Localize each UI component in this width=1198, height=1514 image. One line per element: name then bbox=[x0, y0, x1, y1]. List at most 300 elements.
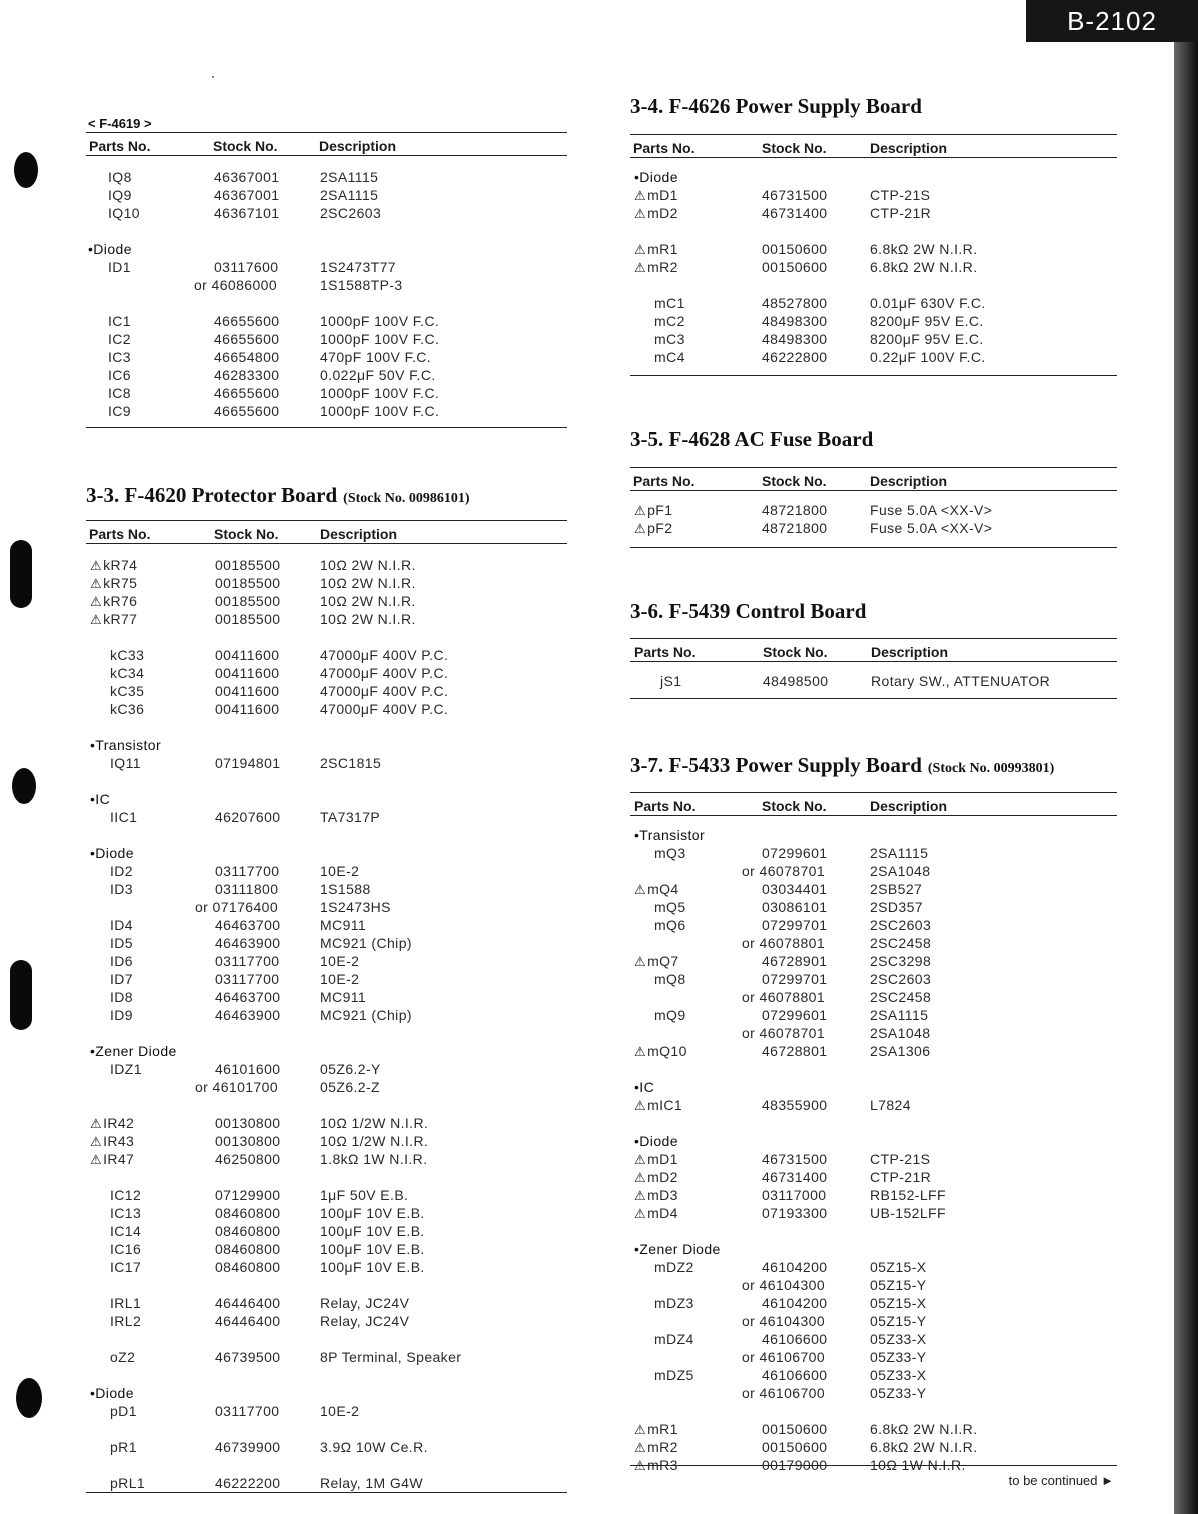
parts-list bbox=[630, 168, 1117, 366]
part-row bbox=[86, 330, 567, 348]
col-parts-no: Parts No. bbox=[633, 140, 695, 156]
part-row bbox=[630, 204, 1117, 222]
part-number: ID2 bbox=[110, 863, 133, 879]
part-number: ⚠mQ10 bbox=[634, 1043, 687, 1059]
column-header bbox=[86, 520, 567, 544]
group-heading bbox=[630, 1078, 1117, 1096]
stock-number: 03111800 bbox=[215, 881, 279, 897]
part-row bbox=[630, 1096, 1117, 1114]
safety-warning-icon: ⚠ bbox=[90, 594, 103, 609]
part-description: 100μF 10V E.B. bbox=[320, 1205, 425, 1221]
stock-number: 00185500 bbox=[215, 557, 281, 573]
part-row bbox=[630, 1024, 1117, 1042]
part-description: 6.8kΩ 2W N.I.R. bbox=[870, 241, 978, 257]
stock-number: 03117700 bbox=[215, 1403, 280, 1419]
part-description: MC911 bbox=[320, 989, 367, 1005]
part-description: 1.8kΩ 1W N.I.R. bbox=[320, 1151, 428, 1167]
stock-number: 46463700 bbox=[215, 917, 281, 933]
safety-warning-icon: ⚠ bbox=[634, 1044, 647, 1059]
part-row bbox=[630, 258, 1117, 276]
part-row bbox=[86, 348, 567, 366]
section-end-rule bbox=[630, 1465, 1117, 1466]
parts-list bbox=[630, 672, 1117, 690]
part-row bbox=[630, 1312, 1117, 1330]
part-number: mQ3 bbox=[654, 845, 686, 861]
part-number: mC4 bbox=[654, 349, 685, 365]
part-description: 05Z15-X bbox=[870, 1259, 927, 1275]
part-row bbox=[630, 1186, 1117, 1204]
stock-number: 46739500 bbox=[215, 1349, 281, 1365]
part-row bbox=[86, 276, 567, 294]
part-number: IC3 bbox=[108, 349, 131, 365]
part-description: 10E-2 bbox=[320, 863, 360, 879]
part-description: 10Ω 2W N.I.R. bbox=[320, 557, 416, 573]
stock-number: or 46078801 bbox=[742, 935, 826, 951]
part-row bbox=[86, 556, 567, 574]
stock-number: 03034401 bbox=[762, 881, 828, 897]
stock-number: 48498500 bbox=[763, 673, 829, 689]
stock-number: or 46086000 bbox=[194, 277, 278, 293]
group-label: •Zener Diode bbox=[634, 1241, 721, 1257]
stock-number: 46731400 bbox=[762, 205, 828, 221]
group-label: •Diode bbox=[90, 1385, 134, 1401]
part-row bbox=[630, 880, 1117, 898]
safety-warning-icon: ⚠ bbox=[634, 1440, 647, 1455]
part-number: mQ9 bbox=[654, 1007, 686, 1023]
binder-hole bbox=[16, 1378, 42, 1418]
safety-warning-icon: ⚠ bbox=[634, 206, 647, 221]
part-row bbox=[630, 294, 1117, 312]
part-number: mQ5 bbox=[654, 899, 686, 915]
part-row bbox=[86, 934, 567, 952]
part-row bbox=[86, 366, 567, 384]
stock-number: or 46106700 bbox=[742, 1349, 826, 1365]
group-label: •Zener Diode bbox=[90, 1043, 177, 1059]
safety-warning-icon: ⚠ bbox=[634, 1170, 647, 1185]
group-heading bbox=[630, 1132, 1117, 1150]
part-number: kC33 bbox=[110, 647, 145, 663]
stock-number: 07299601 bbox=[762, 845, 828, 861]
section-subtitle: < F-4619 > bbox=[88, 116, 152, 131]
safety-warning-icon: ⚠ bbox=[90, 576, 103, 591]
stock-number: 03117700 bbox=[215, 971, 280, 987]
parts-list bbox=[630, 501, 1117, 537]
part-description: 05Z15-X bbox=[870, 1295, 927, 1311]
safety-warning-icon: ⚠ bbox=[634, 521, 647, 536]
stock-number: 00185500 bbox=[215, 611, 281, 627]
part-number: ID5 bbox=[110, 935, 133, 951]
safety-warning-icon: ⚠ bbox=[634, 1098, 647, 1113]
part-number: ⚠mR1 bbox=[634, 241, 678, 257]
part-row bbox=[86, 952, 567, 970]
part-description: RB152-LFF bbox=[870, 1187, 946, 1203]
part-row bbox=[86, 916, 567, 934]
part-description: 05Z33-Y bbox=[870, 1349, 927, 1365]
part-description: 05Z15-Y bbox=[870, 1277, 927, 1293]
part-description: Relay, JC24V bbox=[320, 1313, 410, 1329]
col-parts-no: Parts No. bbox=[89, 526, 151, 542]
section-title: 3-6. F-5439 Control Board bbox=[630, 599, 867, 623]
part-description: 8P Terminal, Speaker bbox=[320, 1349, 462, 1365]
safety-warning-icon: ⚠ bbox=[90, 1116, 103, 1131]
stock-number: 07193300 bbox=[762, 1205, 828, 1221]
part-number: mC1 bbox=[654, 295, 685, 311]
part-number: ⚠kR75 bbox=[90, 575, 138, 591]
part-row bbox=[630, 1006, 1117, 1024]
part-description: 0.022μF 50V F.C. bbox=[320, 367, 436, 383]
part-number: ID3 bbox=[110, 881, 133, 897]
part-description: 05Z33-Y bbox=[870, 1385, 927, 1401]
stock-number: or 46101700 bbox=[195, 1079, 279, 1095]
part-description: 10Ω 2W N.I.R. bbox=[320, 575, 416, 591]
part-number: ID6 bbox=[110, 953, 133, 969]
group-heading bbox=[630, 168, 1117, 186]
group-heading bbox=[630, 1240, 1117, 1258]
part-description: Rotary SW., ATTENUATOR bbox=[871, 673, 1051, 689]
stock-number: 46101600 bbox=[215, 1061, 281, 1077]
part-description: 0.22μF 100V F.C. bbox=[870, 349, 986, 365]
stock-number: 46104200 bbox=[762, 1295, 828, 1311]
col-stock-no: Stock No. bbox=[762, 798, 827, 814]
part-description: 2SD357 bbox=[870, 899, 923, 915]
stock-number: 08460800 bbox=[215, 1205, 281, 1221]
part-description: 6.8kΩ 2W N.I.R. bbox=[870, 1439, 978, 1455]
stock-number: 46463900 bbox=[215, 1007, 281, 1023]
stock-number: 00411600 bbox=[215, 683, 280, 699]
part-row bbox=[86, 610, 567, 628]
part-number: ⚠mR2 bbox=[634, 259, 678, 275]
part-row bbox=[86, 1078, 567, 1096]
part-row bbox=[630, 240, 1117, 258]
part-description: 470pF 100V F.C. bbox=[320, 349, 432, 365]
group-heading bbox=[86, 1042, 567, 1060]
part-description: MC911 bbox=[320, 917, 367, 933]
part-row bbox=[630, 952, 1117, 970]
part-number: ⚠mIC1 bbox=[634, 1097, 683, 1113]
part-description: 10Ω 1/2W N.I.R. bbox=[320, 1115, 429, 1131]
stock-number: 07299601 bbox=[762, 1007, 828, 1023]
stock-number: 03117700 bbox=[215, 863, 280, 879]
part-description: 2SA1306 bbox=[870, 1043, 931, 1059]
part-description: 1μF 50V E.B. bbox=[320, 1187, 409, 1203]
stock-number: 07299701 bbox=[762, 917, 828, 933]
part-row bbox=[86, 204, 567, 222]
stock-number: 46731400 bbox=[762, 1169, 828, 1185]
part-row bbox=[630, 916, 1117, 934]
part-row bbox=[630, 1384, 1117, 1402]
part-description: 3.9Ω 10W Ce.R. bbox=[320, 1439, 428, 1455]
col-parts-no: Parts No. bbox=[634, 798, 696, 814]
part-number: ⚠IR42 bbox=[90, 1115, 135, 1131]
part-number: ⚠mQ7 bbox=[634, 953, 679, 969]
part-description: 10Ω 1W N.I.R. bbox=[870, 1457, 966, 1473]
part-description: 2SA1048 bbox=[870, 1025, 931, 1041]
part-row bbox=[630, 1330, 1117, 1348]
group-heading bbox=[86, 844, 567, 862]
part-description: 10Ω 1/2W N.I.R. bbox=[320, 1133, 429, 1149]
stock-number: 07129900 bbox=[215, 1187, 281, 1203]
part-description: CTP-21R bbox=[870, 1169, 932, 1185]
binder-hole bbox=[10, 540, 32, 608]
part-description: 2SB527 bbox=[870, 881, 923, 897]
part-row bbox=[630, 330, 1117, 348]
part-description: 1000pF 100V F.C. bbox=[320, 385, 440, 401]
part-description: 2SA1115 bbox=[320, 187, 379, 203]
part-number: mDZ2 bbox=[654, 1259, 694, 1275]
part-row bbox=[630, 1294, 1117, 1312]
stock-number: or 46078801 bbox=[742, 989, 826, 1005]
part-description: UB-152LFF bbox=[870, 1205, 946, 1221]
section-title: 3-5. F-4628 AC Fuse Board bbox=[630, 427, 874, 451]
stock-number: 46728901 bbox=[762, 953, 828, 969]
part-row bbox=[630, 519, 1117, 537]
safety-warning-icon: ⚠ bbox=[634, 954, 647, 969]
part-row bbox=[630, 1258, 1117, 1276]
part-number: kC34 bbox=[110, 665, 145, 681]
part-row bbox=[86, 1132, 567, 1150]
stock-number: 00130800 bbox=[215, 1133, 281, 1149]
group-heading bbox=[86, 240, 567, 258]
part-row bbox=[630, 312, 1117, 330]
col-stock-no: Stock No. bbox=[763, 644, 828, 660]
scan-speck bbox=[212, 76, 214, 78]
safety-warning-icon: ⚠ bbox=[90, 1152, 103, 1167]
stock-number: 46655600 bbox=[214, 331, 280, 347]
part-number: oZ2 bbox=[110, 1349, 136, 1365]
part-row bbox=[630, 898, 1117, 916]
stock-number: 00411600 bbox=[215, 647, 280, 663]
stock-number: 08460800 bbox=[215, 1241, 281, 1257]
section-title: 3-4. F-4626 Power Supply Board bbox=[630, 94, 922, 118]
part-description: 2SC2603 bbox=[320, 205, 382, 221]
part-row bbox=[86, 384, 567, 402]
stock-number: or 46078701 bbox=[742, 1025, 826, 1041]
part-row bbox=[86, 1060, 567, 1078]
col-description: Description bbox=[319, 138, 397, 154]
stock-number: 03117000 bbox=[762, 1187, 827, 1203]
part-description: 05Z15-Y bbox=[870, 1313, 927, 1329]
part-row bbox=[86, 880, 567, 898]
col-stock-no: Stock No. bbox=[213, 138, 278, 154]
part-row bbox=[86, 808, 567, 826]
part-number: kC36 bbox=[110, 701, 145, 717]
part-number: ⚠mR2 bbox=[634, 1439, 678, 1455]
stock-number: or 07176400 bbox=[195, 899, 279, 915]
part-row bbox=[630, 1348, 1117, 1366]
section-stock-no: (Stock No. 00993801) bbox=[927, 761, 1055, 776]
stock-number: 08460800 bbox=[215, 1223, 281, 1239]
part-number: IC8 bbox=[108, 385, 131, 401]
part-number: ⚠kR76 bbox=[90, 593, 138, 609]
part-row bbox=[86, 862, 567, 880]
part-row bbox=[630, 1276, 1117, 1294]
part-number: IC2 bbox=[108, 331, 131, 347]
part-number: ID4 bbox=[110, 917, 133, 933]
section-title bbox=[86, 483, 470, 508]
part-description: Relay, JC24V bbox=[320, 1295, 410, 1311]
part-number: IC12 bbox=[110, 1187, 142, 1203]
part-row bbox=[86, 1474, 567, 1492]
stock-number: 46106600 bbox=[762, 1331, 828, 1347]
col-description: Description bbox=[871, 644, 949, 660]
part-row bbox=[630, 186, 1117, 204]
binding-edge bbox=[1174, 42, 1198, 1514]
column-header bbox=[630, 467, 1117, 491]
stock-number: or 46104300 bbox=[742, 1277, 826, 1293]
safety-warning-icon: ⚠ bbox=[634, 1152, 647, 1167]
part-description: 10Ω 2W N.I.R. bbox=[320, 593, 416, 609]
part-number: ⚠mD2 bbox=[634, 205, 678, 221]
part-description: 10E-2 bbox=[320, 971, 360, 987]
part-row bbox=[86, 1348, 567, 1366]
group-label: •Diode bbox=[90, 845, 134, 861]
part-description: 6.8kΩ 2W N.I.R. bbox=[870, 259, 978, 275]
stock-number: 48721800 bbox=[762, 502, 828, 518]
stock-number: 46731500 bbox=[762, 187, 828, 203]
col-stock-no: Stock No. bbox=[762, 473, 827, 489]
part-row bbox=[86, 664, 567, 682]
parts-list bbox=[86, 168, 567, 420]
stock-number: 48527800 bbox=[762, 295, 828, 311]
part-number: ⚠mR3 bbox=[634, 1457, 678, 1473]
part-number: ⚠mD1 bbox=[634, 187, 678, 203]
group-label: •IC bbox=[90, 791, 111, 807]
stock-number: 46446400 bbox=[215, 1313, 281, 1329]
part-number: pD1 bbox=[110, 1403, 137, 1419]
stock-number: or 46078701 bbox=[742, 863, 826, 879]
part-row bbox=[630, 1420, 1117, 1438]
stock-number: 00185500 bbox=[215, 593, 281, 609]
part-row bbox=[86, 988, 567, 1006]
part-number: ⚠kR77 bbox=[90, 611, 138, 627]
part-row bbox=[630, 970, 1117, 988]
part-number: mC3 bbox=[654, 331, 685, 347]
part-description: 1S2473T77 bbox=[320, 259, 396, 275]
stock-number: 00150600 bbox=[762, 241, 828, 257]
group-heading bbox=[86, 736, 567, 754]
part-row bbox=[630, 988, 1117, 1006]
stock-number: 07299701 bbox=[762, 971, 828, 987]
part-description: 05Z33-X bbox=[870, 1367, 927, 1383]
part-row bbox=[86, 1006, 567, 1024]
part-row bbox=[86, 700, 567, 718]
part-row bbox=[86, 312, 567, 330]
stock-number: or 46106700 bbox=[742, 1385, 826, 1401]
part-number: ⚠mD4 bbox=[634, 1205, 678, 1221]
part-row bbox=[86, 754, 567, 772]
part-description: 05Z6.2-Z bbox=[320, 1079, 380, 1095]
stock-number: 00150600 bbox=[762, 1421, 828, 1437]
part-number: IC1 bbox=[108, 313, 131, 329]
stock-number: 46222200 bbox=[215, 1475, 281, 1491]
stock-number: 48498300 bbox=[762, 313, 828, 329]
part-description: 1000pF 100V F.C. bbox=[320, 331, 440, 347]
stock-number: 46106600 bbox=[762, 1367, 828, 1383]
safety-warning-icon: ⚠ bbox=[634, 1188, 647, 1203]
part-row bbox=[86, 1294, 567, 1312]
part-row bbox=[86, 1438, 567, 1456]
part-number: ⚠mR1 bbox=[634, 1421, 678, 1437]
stock-number: 00411600 bbox=[215, 701, 280, 717]
part-number: ⚠mD1 bbox=[634, 1151, 678, 1167]
part-description: 2SC3298 bbox=[870, 953, 932, 969]
part-description: 100μF 10V E.B. bbox=[320, 1241, 425, 1257]
part-number: IRL1 bbox=[110, 1295, 142, 1311]
section-end-rule bbox=[630, 375, 1117, 376]
stock-number: 03117600 bbox=[214, 259, 279, 275]
column-header bbox=[630, 638, 1117, 662]
part-description: CTP-21S bbox=[870, 1151, 931, 1167]
group-heading bbox=[630, 826, 1117, 844]
part-row bbox=[86, 682, 567, 700]
part-description: 2SC2603 bbox=[870, 917, 932, 933]
part-number: ID8 bbox=[110, 989, 133, 1005]
stock-number: 48498300 bbox=[762, 331, 828, 347]
part-description: 10E-2 bbox=[320, 1403, 360, 1419]
section-end-rule bbox=[86, 1492, 567, 1493]
stock-number: 46731500 bbox=[762, 1151, 828, 1167]
group-heading bbox=[86, 1384, 567, 1402]
part-row bbox=[630, 1366, 1117, 1384]
part-row bbox=[630, 844, 1117, 862]
part-description: 2SC1815 bbox=[320, 755, 382, 771]
stock-number: 46367001 bbox=[214, 187, 280, 203]
part-number: kC35 bbox=[110, 683, 145, 699]
part-description: 05Z33-X bbox=[870, 1331, 927, 1347]
col-stock-no: Stock No. bbox=[214, 526, 279, 542]
part-number: mDZ4 bbox=[654, 1331, 694, 1347]
part-number: IC13 bbox=[110, 1205, 142, 1221]
part-number: ID9 bbox=[110, 1007, 133, 1023]
section-title-text: 3-7. F-5433 Power Supply Board bbox=[630, 753, 922, 777]
section-end-rule bbox=[630, 547, 1117, 548]
part-row bbox=[86, 1150, 567, 1168]
col-description: Description bbox=[870, 140, 948, 156]
safety-warning-icon: ⚠ bbox=[634, 1422, 647, 1437]
safety-warning-icon: ⚠ bbox=[634, 260, 647, 275]
stock-number: 46250800 bbox=[215, 1151, 281, 1167]
part-description: TA7317P bbox=[320, 809, 381, 825]
safety-warning-icon: ⚠ bbox=[90, 558, 103, 573]
part-row bbox=[86, 1222, 567, 1240]
part-description: Fuse 5.0A <XX-V> bbox=[870, 502, 993, 518]
col-description: Description bbox=[870, 798, 948, 814]
part-number: IC14 bbox=[110, 1223, 142, 1239]
part-number: IIC1 bbox=[110, 809, 138, 825]
part-description: 2SC2458 bbox=[870, 935, 932, 951]
part-row bbox=[630, 1204, 1117, 1222]
part-description: 2SC2603 bbox=[870, 971, 932, 987]
safety-warning-icon: ⚠ bbox=[634, 503, 647, 518]
part-number: pRL1 bbox=[110, 1475, 146, 1491]
stock-number: 46367001 bbox=[214, 169, 280, 185]
part-row bbox=[630, 1438, 1117, 1456]
part-description: 2SA1115 bbox=[870, 1007, 929, 1023]
stock-number: 08460800 bbox=[215, 1259, 281, 1275]
binder-hole bbox=[12, 768, 36, 804]
group-label: •Diode bbox=[634, 169, 678, 185]
safety-warning-icon: ⚠ bbox=[634, 188, 647, 203]
part-row bbox=[630, 348, 1117, 366]
part-number: jS1 bbox=[660, 673, 682, 689]
part-description: 1S2473HS bbox=[320, 899, 391, 915]
part-description: 10E-2 bbox=[320, 953, 360, 969]
stock-number: 46655600 bbox=[214, 385, 280, 401]
stock-number: 46207600 bbox=[215, 809, 281, 825]
stock-number: 00130800 bbox=[215, 1115, 281, 1131]
part-row bbox=[86, 898, 567, 916]
part-description: MC921 (Chip) bbox=[320, 1007, 412, 1023]
